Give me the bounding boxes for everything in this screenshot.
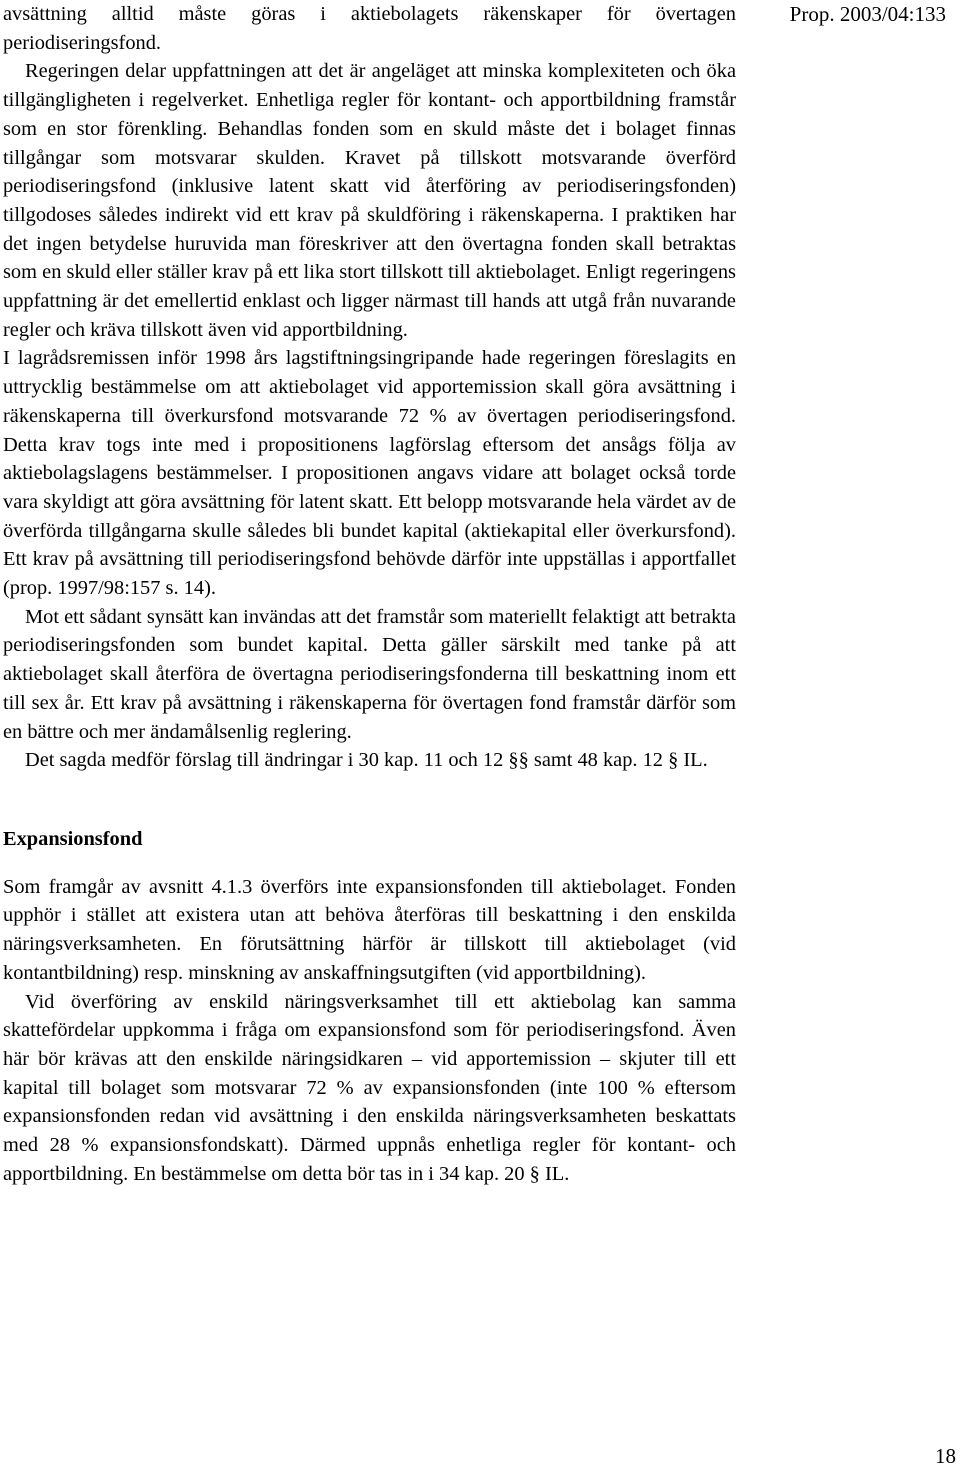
paragraph: I lagrådsremissen inför 1998 års lagstiftningsingripande hade regeringen föreslagits en uttrycklig bestämmelse om att aktiebolaget vid apportemission skall göra avsättning i räkenskaperna till överkursfond motsvarande 72 % av övertagen periodiseringsfond. Detta krav togs inte med i propositionens lagförslag eftersom det ansågs följa av aktiebolagslagens bestämmelser. I propositionen angavs vidare att bolaget också torde vara skyldigt att göra avsättning för latent skatt. Ett belopp motsvarande hela värdet av de överförda tillgångarna skulle således bli bundet kapital (aktiekapital eller överkursfond). Ett krav på avsättning till periodiseringsfond behövde därför inte uppställas i apportfallet (prop. 1997/98:157 s. 14). xyxy=(3,347,736,600)
paragraph: Vid överföring av enskild näringsverksamhet till ett aktiebolag kan samma skattefördelar uppkomma i fråga om expansionsfond som för periodiseringsfond. Även här bör krävas att den enskilde näringsidkaren – vid apportemission – skjuter till ett kapital till bolaget som motsvarar 72 % av expansionsfonden (inte 100 % eftersom expansionsfonden redan vid avsättning i den enskilda näringsverksamheten beskattats med 28 % expansionsfondskatt). Därmed uppnås enhetliga regler för kontant- och apportbildning. En bestämmelse om detta bör tas in i 34 kap. 20 § IL. xyxy=(3,990,736,1185)
paragraph: Mot ett sådant synsätt kan invändas att det framstår som materiellt felaktigt att betrakta periodiseringsfonden som bundet kapital. Detta gäller särskilt med tanke på att aktiebolaget skall återföra de övertagna periodiseringsfonderna till beskattning inom ett till sex år. Ett krav på avsättning i räkenskaperna för övertagen fond framstår därför som en bättre och mer ändamålsenlig reglering. xyxy=(3,605,736,743)
paragraph: Som framgår av avsnitt 4.1.3 överförs inte expansionsfonden till aktiebolaget. Fonden upphör i stället att existera utan att behöva återföras till beskattning i den enskilda näringsverksamheten. En förutsättning härför är tillskott till aktiebolaget (vid kontantbildning) resp. minskning av anskaffningsutgiften (vid apportbildning). xyxy=(3,875,736,984)
paragraph: Det sagda medför förslag till ändringar i 30 kap. 11 och 12 §§ samt 48 kap. 12 § IL. xyxy=(25,749,708,772)
paragraph: Regeringen delar uppfattningen att det är angeläget att minska komplexiteten och öka tillgängligheten i regelverket. Enhetliga regler för kontant- och apportbildning framstår som en stor förenkling. Behandlas fonden som en skuld måste det i bolaget finnas tillgångar som motsvarar skulden. Kravet på tillskott motsvarande överförd periodiseringsfond (inklusive latent skatt vid återföring av periodiseringsfonden) tillgodoses således indirekt vid ett krav på skuldföring i räkenskaperna. I praktiken har det ingen betydelse huruvida man föreskriver att den övertagna fonden skall betraktas som en skuld eller ställer krav på ett lika stort tillskott till aktiebolaget. Enligt regeringens uppfattning är det emellertid enklast och ligger närmast till hands att utgå från nuvarande regler och kräva tillskott även vid apportbildning. xyxy=(3,60,736,341)
paragraph-continued: avsättning alltid måste göras i aktiebolagets räkenskaper för övertagen periodiseringsfond. xyxy=(3,3,736,54)
document-body xyxy=(3,0,736,1188)
section-heading: Expansionsfond xyxy=(3,827,143,850)
page-number: 18 xyxy=(935,1444,956,1468)
running-head-reference: Prop. 2003/04:133 xyxy=(789,2,946,26)
